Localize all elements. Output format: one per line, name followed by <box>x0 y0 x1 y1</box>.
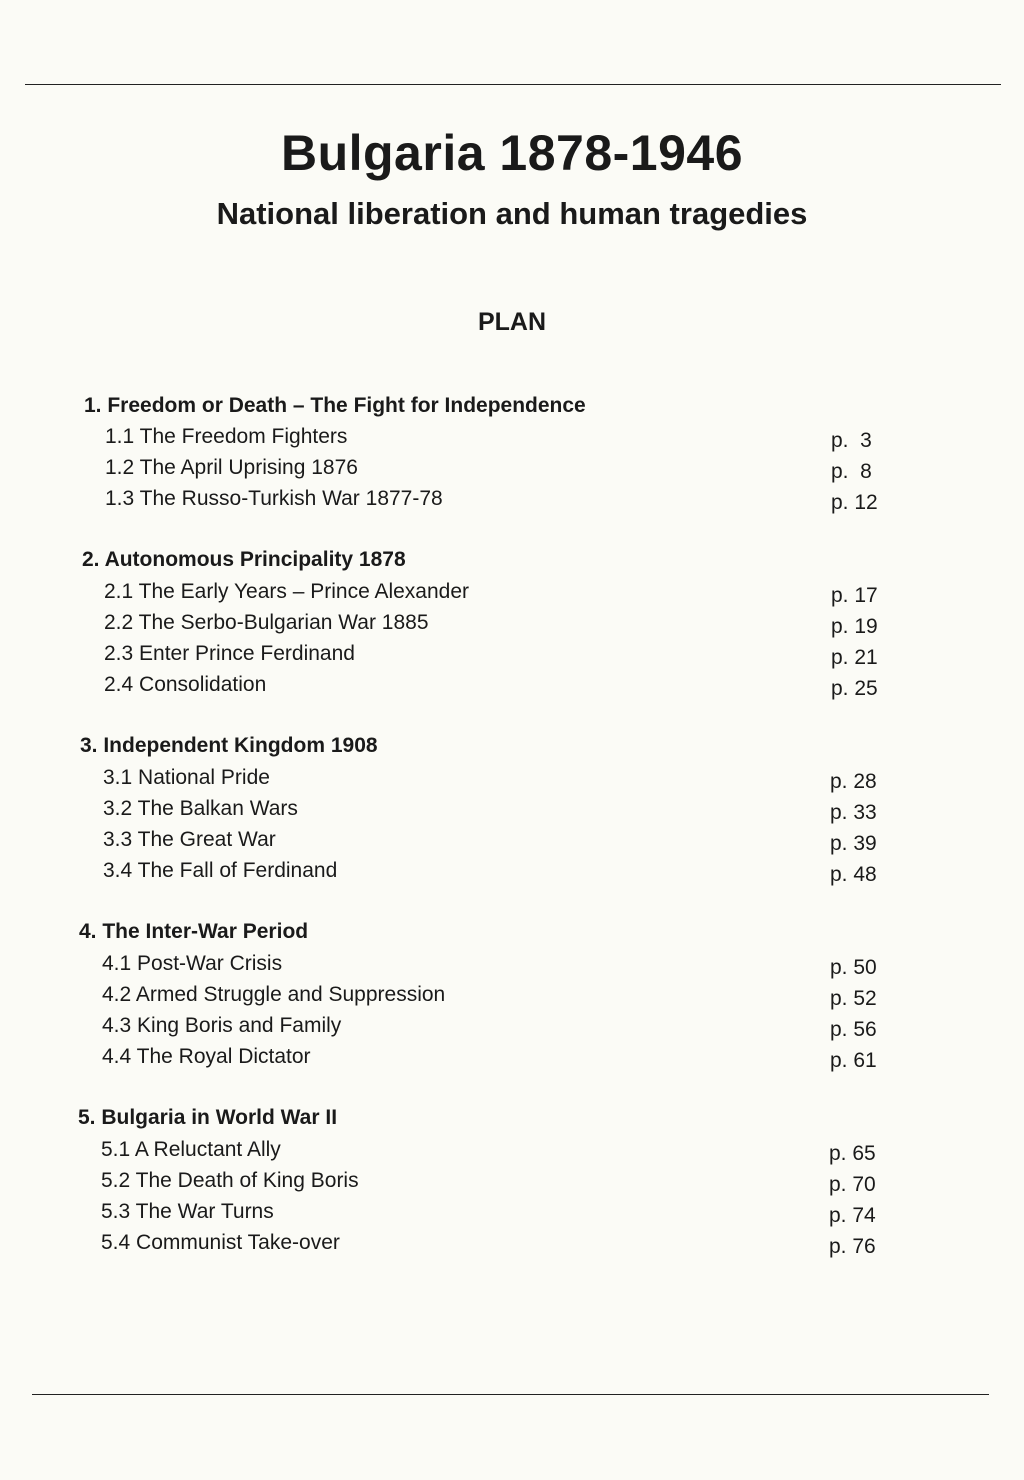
toc-entry-page: p. 21 <box>831 646 878 669</box>
toc-entry-page: p. 25 <box>831 677 878 700</box>
toc-entry-page: p. 61 <box>830 1049 877 1072</box>
toc-entry-page: p. 50 <box>830 956 877 979</box>
toc-entry-title: 2.4 Consolidation <box>104 673 267 696</box>
section-heading: 4. The Inter-War Period <box>79 920 309 943</box>
toc-entry-page: p. 74 <box>829 1204 876 1227</box>
toc-entry-page: p. 17 <box>831 584 878 607</box>
toc-entry-page: p. 28 <box>830 770 877 793</box>
toc-entry-title: 2.3 Enter Prince Ferdinand <box>104 642 355 665</box>
toc-entry-title: 4.3 King Boris and Family <box>102 1014 342 1037</box>
toc-entry-title: 5.2 The Death of King Boris <box>101 1169 359 1192</box>
toc-entry-page: p. 48 <box>830 863 877 886</box>
toc-entry-page: p. 70 <box>829 1173 876 1196</box>
document-subtitle: National liberation and human tragedies <box>216 196 808 231</box>
section-heading: 2. Autonomous Principality 1878 <box>82 548 406 571</box>
toc-entry-page: p. 39 <box>830 832 877 855</box>
toc-entry-title: 4.2 Armed Struggle and Suppression <box>102 983 446 1006</box>
toc-entry-title: 5.4 Communist Take-over <box>101 1231 340 1254</box>
section-heading: 3. Independent Kingdom 1908 <box>80 734 378 757</box>
toc-entry-page: p. 65 <box>829 1142 876 1165</box>
toc-entry-title: 1.1 The Freedom Fighters <box>105 425 348 448</box>
bottom-rule <box>32 1394 989 1395</box>
toc-entry-title: 2.2 The Serbo-Bulgarian War 1885 <box>104 611 429 634</box>
toc-entry-title: 5.1 A Reluctant Ally <box>101 1138 281 1161</box>
section-heading: 1. Freedom or Death – The Fight for Independence <box>84 394 586 417</box>
toc-entry-title: 3.3 The Great War <box>103 828 276 851</box>
toc-entry-page: p. 33 <box>830 801 877 824</box>
toc-entry-title: 1.2 The April Uprising 1876 <box>105 456 358 479</box>
section-heading: 5. Bulgaria in World War II <box>78 1106 338 1129</box>
toc-entry-title: 3.1 National Pride <box>103 766 270 789</box>
toc-entry-title: 3.2 The Balkan Wars <box>103 797 298 820</box>
plan-label: PLAN <box>477 308 547 336</box>
toc-entry-title: 4.1 Post-War Crisis <box>102 952 283 975</box>
toc-entry-page: p. 8 <box>831 460 872 483</box>
document-title: Bulgaria 1878-1946 <box>280 125 744 181</box>
toc-entry-title: 5.3 The War Turns <box>101 1200 274 1223</box>
toc-entry-page: p. 3 <box>831 429 872 452</box>
toc-entry-title: 1.3 The Russo-Turkish War 1877-78 <box>105 487 443 510</box>
toc-entry-page: p. 76 <box>829 1235 876 1258</box>
toc-entry-page: p. 19 <box>831 615 878 638</box>
toc-entry-page: p. 52 <box>830 987 877 1010</box>
top-rule <box>25 84 1001 85</box>
toc-entry-title: 3.4 The Fall of Ferdinand <box>103 859 338 882</box>
toc-entry-page: p. 56 <box>830 1018 877 1041</box>
toc-entry-page: p. 12 <box>831 491 878 514</box>
toc-entry-title: 4.4 The Royal Dictator <box>102 1045 311 1068</box>
toc-entry-title: 2.1 The Early Years – Prince Alexander <box>104 580 470 603</box>
